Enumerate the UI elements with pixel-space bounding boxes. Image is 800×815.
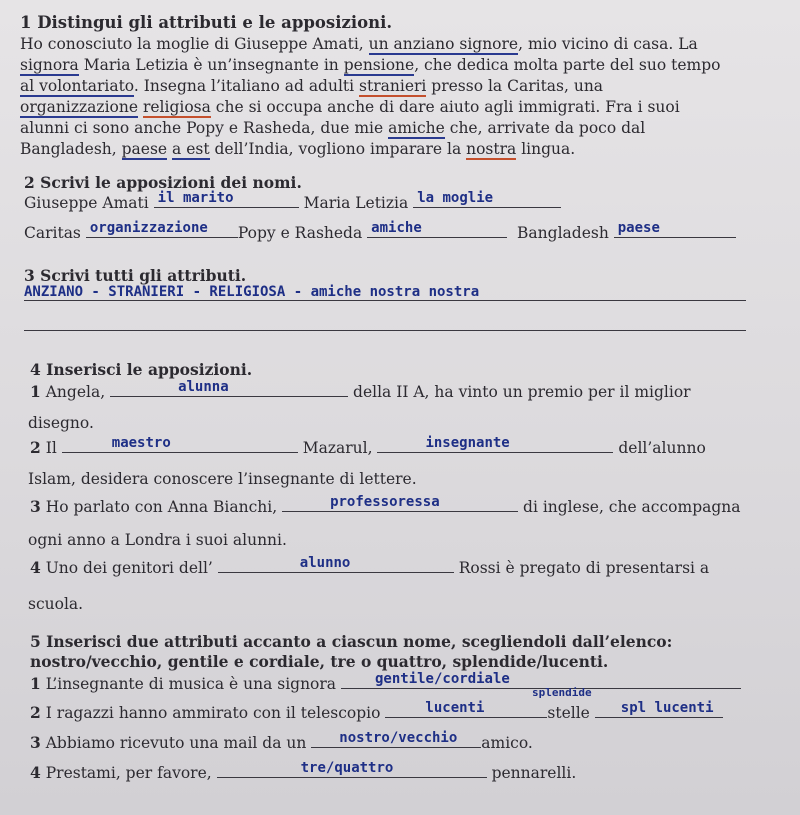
ex2-answer: amiche [371,220,422,236]
ex1-text: alunni ci sono anche Popy e Rasheda, due mie [20,119,389,137]
ex1-text: Ho conosciuto la moglie di Giuseppe Amati, [20,35,369,53]
ex4-text: Il [45,439,57,457]
ex3-answer-line[interactable] [24,330,746,331]
ex5-text: stelle [547,704,590,722]
ex1-line-1 [20,34,698,54]
ex4-text: Mazarul, [302,439,373,457]
ex4-answer: professoressa [330,494,440,510]
ex5-item-number: 4 [30,763,41,782]
ex5-answer-blank[interactable] [595,700,723,718]
ex4-item-2-cont: Islam, desidera conoscere l’insegnante di lettere. [28,470,417,488]
ex2-answer-blank[interactable] [86,220,238,238]
ex5-title: 5 Inserisci due attributi accanto a ciascun nome, scegliendoli dall’elenco: [30,632,673,651]
ex1-underlined-word: organizzazione [20,98,139,116]
ex1-line-6 [20,139,575,159]
ex4-item-1-cont: disegno. [28,414,94,432]
ex5-answer-blank[interactable] [385,700,547,718]
ex4-item-1 [30,379,691,402]
ex1-underlined-word: paese [121,140,168,158]
ex1-title: 1 Distingui gli attributi e le apposizioni. [20,13,393,32]
ex4-text: dell’alunno [618,439,706,457]
ex2-answer-blank[interactable] [614,220,736,238]
ex1-text: che si occupa anche di dare aiuto agli immigrati. Fra i suoi [210,98,680,116]
ex5-text: Abbiamo ricevuto una mail da un [45,734,307,752]
ex2-noun: Bangladesh [517,224,609,242]
ex3-answer: ANZIANO - STRANIERI - RELIGIOSA - amiche nostra nostra [24,284,480,300]
ex2-title: 2 Scrivi le apposizioni dei nomi. [24,173,302,192]
ex4-item-number: 2 [30,438,41,457]
ex5-text: L’insegnante di musica è una signora [45,675,337,693]
ex5-answer: tre/quattro [300,760,394,776]
ex4-item-4-cont: scuola. [28,595,84,613]
ex2-answer: il marito [157,190,234,206]
ex1-text: . Insegna l’italiano ad adulti [133,77,360,95]
ex5-text: pennarelli. [491,764,577,782]
ex5-answer: nostro/vecchio [339,730,458,746]
ex2-answer: la moglie [417,190,494,206]
ex1-underlined-phrase: al volontariato [20,77,134,95]
ex5-answer: gentile/cordiale [374,671,510,687]
ex2-noun: Caritas [24,224,81,242]
ex5-word-list: nostro/vecchio, gentile e cordiale, tre o quattro, splendide/lucenti. [30,652,609,671]
ex4-item-number: 3 [30,497,41,516]
ex4-answer: maestro [111,435,171,451]
ex1-text: lingua. [516,140,576,158]
ex5-answer: spl lucenti [620,700,714,716]
ex4-answer-blank[interactable] [218,555,454,573]
ex5-answer-blank[interactable] [311,730,481,748]
ex1-underlined-word: amiche [388,119,445,137]
ex3-answer-line[interactable] [24,300,746,301]
ex1-underlined-phrase: un anziano signore [368,35,519,53]
ex4-item-number: 4 [30,558,41,577]
ex1-text: Bangladesh, [20,140,122,158]
ex4-item-2 [30,435,706,458]
ex5-item-number: 2 [30,703,41,722]
ex1-text: che, arrivate da poco dal [444,119,646,137]
ex1-underlined-word: a est [172,140,210,158]
ex4-answer-blank[interactable] [377,435,613,453]
ex1-line-3 [20,76,603,96]
ex1-line-2 [20,55,720,75]
ex1-text: , che dedica molta parte del suo tempo [414,56,721,74]
ex4-text: Uno dei genitori dell’ [45,559,213,577]
ex4-text: della II A, ha vinto un premio per il miglior [353,383,691,401]
ex1-text: , mio vicino di casa. La [518,35,698,53]
ex1-underlined-word: signora [20,56,79,74]
ex1-text: presso la Caritas, una [426,77,604,95]
ex2-answer: organizzazione [89,220,208,236]
ex5-item-2 [30,700,723,723]
ex4-answer-blank[interactable] [282,494,518,512]
ex4-answer-blank[interactable] [110,379,348,397]
ex4-text: Angela, [45,383,106,401]
ex2-noun: Maria Letizia [303,194,409,212]
ex5-item-number: 3 [30,733,41,752]
ex4-answer: alunno [299,555,351,571]
ex4-text: Ho parlato con Anna Bianchi, [45,498,278,516]
ex5-answer: lucenti [425,700,485,716]
ex5-answer-blank[interactable] [217,760,487,778]
ex5-item-number: 1 [30,674,41,693]
ex1-text: Maria Letizia è un’insegnante in [78,56,344,74]
ex4-text: di inglese, che accompagna [523,498,741,516]
ex1-underlined-word: nostra [466,140,517,158]
ex4-item-3-cont: ogni anno a Londra i suoi alunni. [28,531,287,549]
ex5-text: Prestami, per favore, [45,764,212,782]
ex5-text: I ragazzi hanno ammirato con il telescopio [45,704,381,722]
ex4-answer: alunna [178,379,229,395]
ex1-line-4 [20,97,680,117]
ex2-row-2 [24,220,736,243]
ex5-item-4 [30,760,577,783]
ex1-underlined-word: religiosa [142,98,211,116]
ex2-answer: paese [617,220,660,236]
ex1-underlined-word: pensione [343,56,415,74]
ex4-item-3 [30,494,741,517]
ex2-row-1 [24,190,561,213]
ex4-item-number: 1 [30,382,41,401]
ex1-text: dell’India, vogliono imparare la [209,140,467,158]
ex1-underlined-word: stranieri [359,77,427,95]
ex2-noun: Popy e Rasheda [237,224,363,242]
ex5-item-1 [30,671,741,694]
ex1-line-5 [20,118,645,138]
ex4-item-4 [30,555,710,578]
ex4-title: 4 Inserisci le apposizioni. [30,360,253,379]
ex5-item-3 [30,730,533,753]
ex5-text: amico. [481,734,533,752]
ex2-answer-blank[interactable] [413,190,561,208]
ex2-answer-blank[interactable] [154,190,299,208]
ex4-text: Rossi è pregato di presentarsi a [458,559,710,577]
ex2-answer-blank[interactable] [367,220,507,238]
ex3-title: 3 Scrivi tutti gli attributi. [24,266,247,285]
ex4-answer-blank[interactable] [62,435,298,453]
ex2-noun: Giuseppe Amati [24,194,149,212]
ex4-answer: insegnante [425,435,510,451]
ex5-item-2-insert: splendide [532,686,592,699]
